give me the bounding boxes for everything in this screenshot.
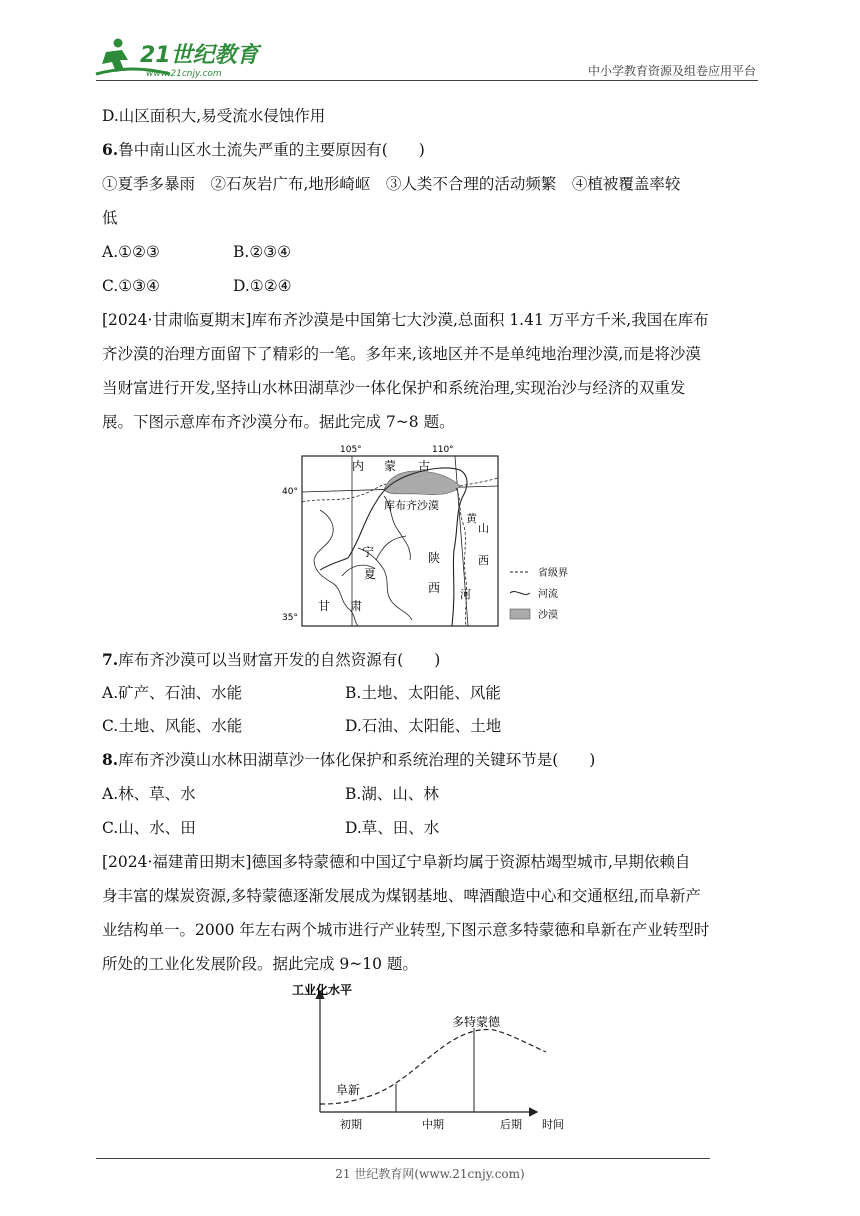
- q6-option-c: C.①③④: [102, 277, 160, 295]
- map-legend: [510, 566, 568, 621]
- passage-2-line-4: 所处的工业化发展阶段。据此完成 9~10 题。: [102, 955, 418, 973]
- map-label-gu: 古: [418, 459, 431, 473]
- site-logo: [92, 34, 262, 82]
- map-label-xi-2: 西: [428, 581, 441, 595]
- q7-option-a: A.矿产、石油、水能: [102, 684, 243, 702]
- question-6: [102, 140, 425, 160]
- question-stem: 鲁中南山区水土流失严重的主要原因有( ): [118, 141, 425, 159]
- q6-options-line-2: 低: [102, 209, 118, 227]
- category-label: 中期: [422, 1118, 444, 1131]
- fuxin-label: 阜新: [336, 1083, 361, 1097]
- map-label-meng: 蒙: [384, 459, 397, 473]
- q8-option-d: D.草、田、水: [345, 819, 440, 837]
- question-number: 7.: [102, 650, 119, 669]
- y-axis-label: 工业化水平: [292, 983, 353, 997]
- industrialization-chart: [280, 978, 580, 1138]
- q6-options-line-1: ①夏季多暴雨 ②石灰岩广布,地形崎岖 ③人类不合理的活动频繁 ④植被覆盖率较: [102, 175, 681, 193]
- platform-name: 中小学教育资源及组卷应用平台: [587, 64, 756, 78]
- lon-label-105: 105°: [340, 445, 362, 455]
- footer-text: 21 世纪教育网(www.21cnjy.com): [335, 1167, 525, 1181]
- question-number: 8.: [102, 750, 119, 769]
- map-label-shan: 山: [478, 522, 489, 535]
- map-label-he: 河: [460, 588, 471, 601]
- question-number: 6.: [102, 140, 119, 159]
- q8-option-a: A.林、草、水: [102, 785, 196, 803]
- passage-1-line-1: [2024·甘肃临夏期末]库布齐沙漠是中国第七大沙漠,总面积 1.41 万平方千米,我国在库布: [102, 311, 709, 329]
- map-label-gan: 甘: [318, 599, 331, 613]
- q6-option-b: B.②③④: [233, 243, 292, 261]
- map-label-huang: 黄: [466, 512, 477, 525]
- lat-label-40: 40°: [282, 487, 298, 497]
- passage-2-line-3: 业结构单一。2000 年左右两个城市进行产业转型,下图示意多特蒙德和阜新在产业转型时: [102, 921, 710, 939]
- q6-option-d: D.①②④: [233, 277, 292, 295]
- q7-option-b: B.土地、太阳能、风能: [345, 684, 501, 702]
- legend-desert: 沙漠: [538, 610, 558, 621]
- q8-option-b: B.湖、山、林: [345, 785, 439, 803]
- logo-text: 21世纪教育: [140, 43, 259, 68]
- passage-2-line-2: 身丰富的煤炭资源,多特蒙德逐渐发展成为煤钢基地、啤酒酿造中心和交通枢纽,而阜新产: [102, 887, 701, 905]
- category-label: 后期: [500, 1118, 522, 1131]
- header-divider: [96, 80, 758, 81]
- map-label-xi: 西: [478, 554, 489, 567]
- passage-1-line-4: 展。下图示意库布齐沙漠分布。据此完成 7~8 题。: [102, 413, 455, 431]
- map-label-desert: 库布齐沙漠: [384, 499, 439, 512]
- q6-option-a: A.①②③: [102, 243, 160, 261]
- q7-option-d: D.石油、太阳能、土地: [345, 717, 502, 735]
- option-d-line: D.山区面积大,易受流水侵蚀作用: [102, 107, 326, 125]
- footer-divider: [96, 1158, 710, 1159]
- map-label-su: 肃: [350, 599, 363, 613]
- dortmund-label: 多特蒙德: [452, 1015, 501, 1029]
- passage-1-line-3: 当财富进行开发,坚持山水林田湖草沙一体化保护和系统治理,实现治沙与经济的双重发: [102, 379, 686, 397]
- q7-option-c: C.土地、风能、水能: [102, 717, 243, 735]
- question-7: [102, 650, 440, 670]
- passage-2-line-1: [2024·福建莆田期末]德国多特蒙德和中国辽宁阜新均属于资源枯竭型城市,早期依赖自: [102, 853, 691, 871]
- kubuqi-desert-map: [280, 440, 590, 630]
- q8-option-c: C.山、水、田: [102, 819, 196, 837]
- question-8: [102, 750, 595, 770]
- question-stem: 库布齐沙漠可以当财富开发的自然资源有( ): [118, 651, 441, 669]
- x-axis-label: 时间: [542, 1118, 564, 1131]
- map-label-shaan: 陕: [428, 551, 441, 565]
- map-label-nei: 内: [352, 459, 365, 473]
- map-label-ning: 宁: [362, 545, 375, 559]
- legend-boundary: 省级界: [538, 568, 568, 579]
- passage-1-line-2: 齐沙漠的治理方面留下了精彩的一笔。多年来,该地区并不是单纯地治理沙漠,而是将沙漠: [102, 345, 701, 363]
- question-stem: 库布齐沙漠山水林田湖草沙一体化保护和系统治理的关键环节是( ): [118, 751, 596, 769]
- logo-url: www.21cnjy.com: [146, 69, 222, 79]
- lon-label-110: 110°: [432, 445, 454, 455]
- lat-label-35: 35°: [282, 613, 298, 623]
- map-label-xia: 夏: [364, 567, 377, 581]
- legend-river: 河流: [538, 589, 558, 600]
- category-label: 初期: [340, 1118, 362, 1131]
